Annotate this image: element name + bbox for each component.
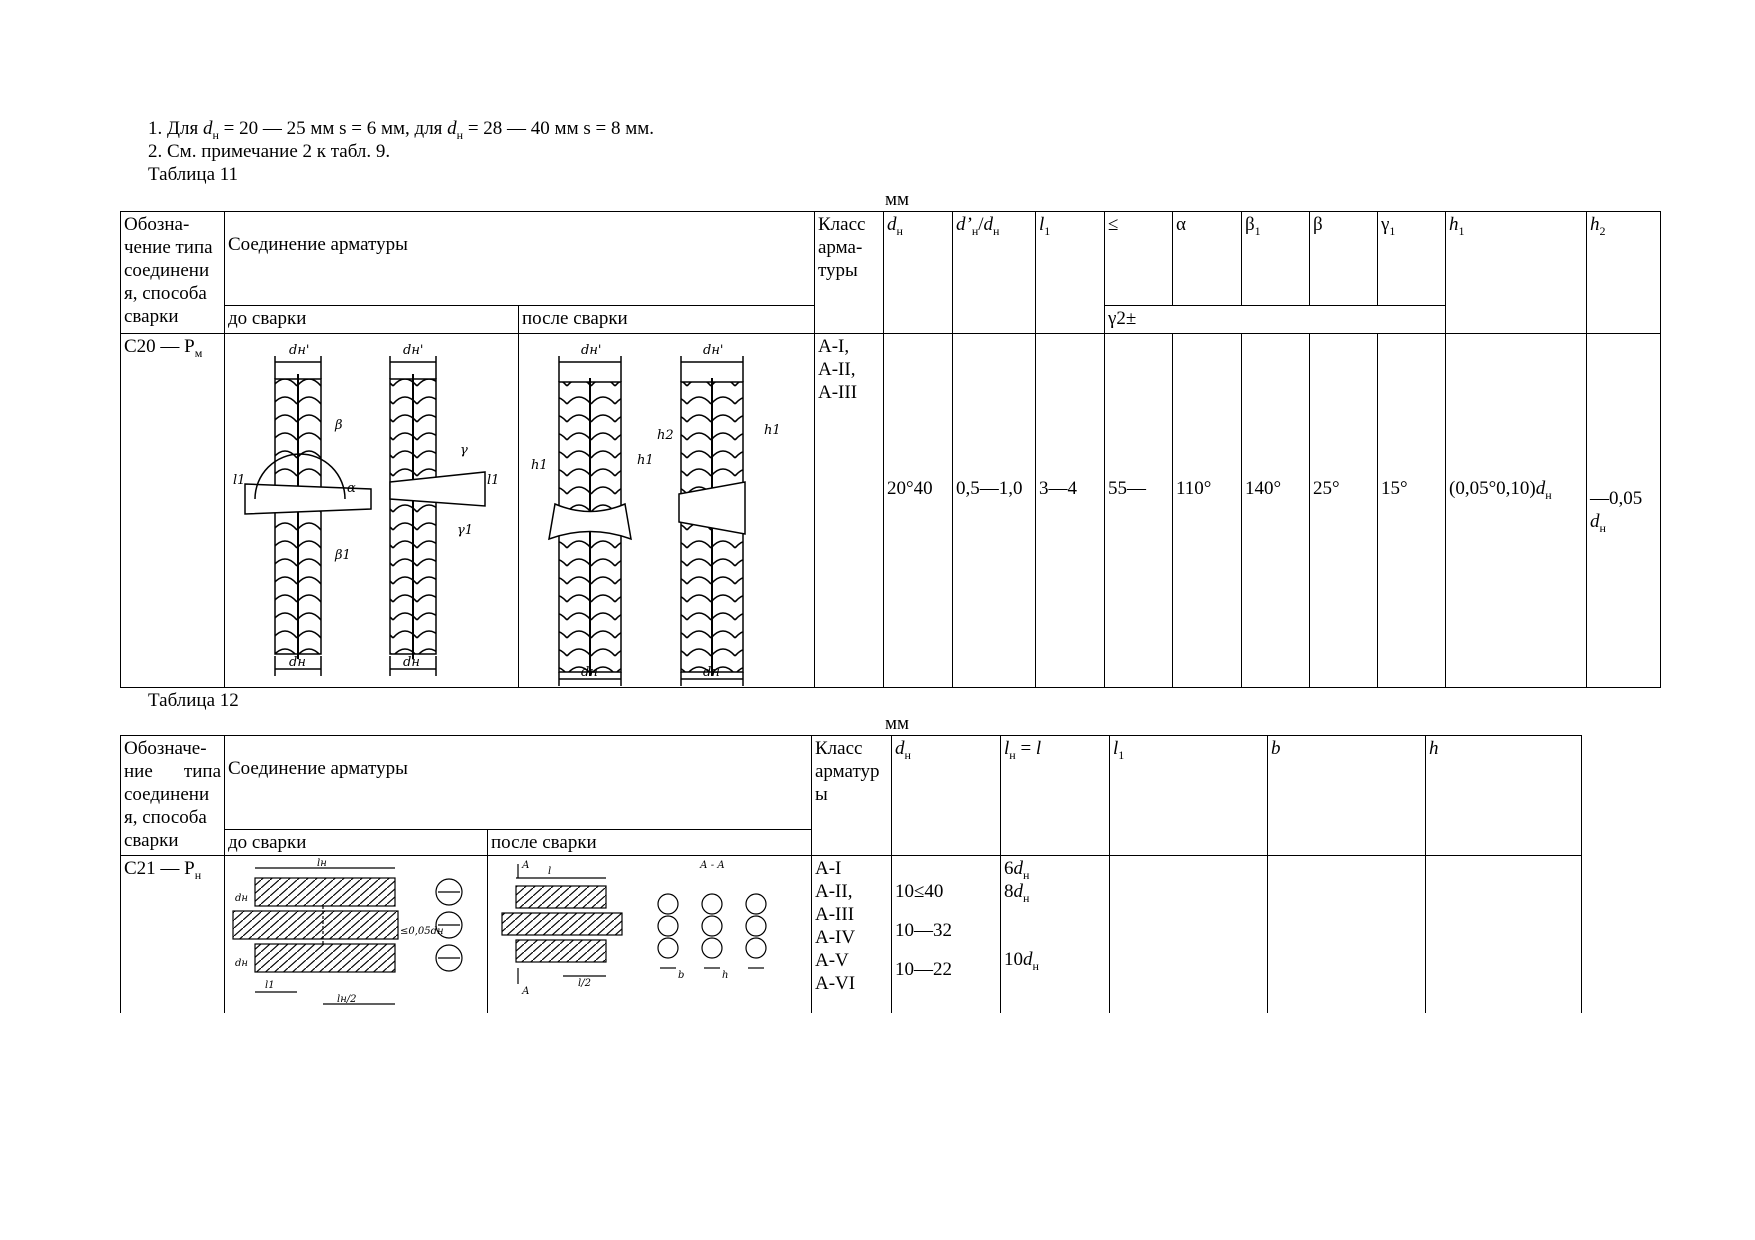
note-2: 2. См. примечание 2 к табл. 9. bbox=[148, 141, 391, 162]
row-type: С20 — $Р_м$ bbox=[121, 334, 225, 688]
row-h1: $(0,05^\circ 0,10)d_н$ bbox=[1446, 334, 1587, 688]
row-beta1: 140° bbox=[1242, 334, 1310, 688]
figure-after-welding-c21 bbox=[488, 856, 812, 1014]
header-h2: $h_2$ bbox=[1587, 212, 1661, 334]
t12-header-ln: $l_н = l$ bbox=[1001, 736, 1110, 856]
t12-label-l1: l1 bbox=[265, 980, 275, 991]
label-h1-mid: h1 bbox=[637, 453, 654, 468]
row-le: 55— bbox=[1105, 334, 1173, 688]
t12-header-connection: Соединение арматуры bbox=[225, 736, 812, 830]
t12-header-h: h bbox=[1426, 736, 1582, 856]
row-gamma1: 15° bbox=[1378, 334, 1446, 688]
header-le: ≤ bbox=[1105, 212, 1173, 306]
table-12-unit: мм bbox=[885, 713, 910, 734]
left-welded-rebar bbox=[549, 356, 631, 686]
header-before-welding: до сварки bbox=[225, 306, 519, 334]
figure-before-welding-c21 bbox=[225, 856, 488, 1014]
notes bbox=[148, 117, 654, 186]
t12-label-ln: lн bbox=[317, 858, 327, 869]
header-h1: $h_1$ bbox=[1446, 212, 1587, 334]
figure-after-welding-c20 bbox=[519, 334, 815, 688]
label-after-dn-left: dн bbox=[581, 665, 598, 680]
t12-label-l-top: l bbox=[548, 866, 552, 877]
label-beta1: β1 bbox=[335, 548, 351, 563]
lap-joint-before-drawing bbox=[225, 856, 488, 1013]
t12-row-b bbox=[1268, 856, 1426, 1014]
t12-label-a-top: А bbox=[522, 860, 530, 871]
row-ratio: 0,5—1,0 bbox=[953, 334, 1036, 688]
label-after-dn-prime-right: dн' bbox=[703, 343, 724, 358]
label-l1-left: l1 bbox=[233, 473, 246, 488]
t12-header-dn: $d_н$ bbox=[892, 736, 1001, 856]
rebar-before-drawing bbox=[225, 334, 519, 687]
table-11 bbox=[120, 211, 1661, 688]
label-dn-right: dн bbox=[403, 655, 420, 670]
t12-header-type: Обозначе- ние типа соединени я, способа сварки bbox=[121, 736, 225, 856]
header-alpha: α bbox=[1173, 212, 1242, 306]
label-h1-left: h1 bbox=[531, 458, 548, 473]
t12-header-class: Класс арматур ы bbox=[812, 736, 892, 856]
figure-before-welding-c20 bbox=[225, 334, 519, 688]
label-h1-right: h1 bbox=[764, 423, 781, 438]
label-dn-prime-right: dн' bbox=[403, 343, 424, 358]
t12-label-dn-b: dн bbox=[235, 958, 248, 969]
t12-row-l1 bbox=[1110, 856, 1268, 1014]
note-1: 1. Для $d_н = 20$ — 25 мм s = 6 мм, для $d_н = 28$ — 40 мм s = 8 мм. bbox=[148, 118, 655, 142]
right-rebar bbox=[390, 356, 485, 676]
header-beta: β bbox=[1310, 212, 1378, 306]
label-l1-right: l1 bbox=[487, 473, 500, 488]
row-class: А-I, А-II, А-III bbox=[815, 334, 884, 688]
rebar-after-drawing bbox=[519, 334, 815, 687]
table-11-caption: Таблица 11 bbox=[148, 164, 239, 185]
t12-row-type: С21 — $Р_н$ bbox=[121, 856, 225, 1014]
t12-label-ln-half: lн/2 bbox=[337, 994, 357, 1005]
header-dn: $d_н$ bbox=[884, 212, 953, 334]
t12-label-a-bottom: А bbox=[522, 986, 530, 997]
label-after-dn-right: dн bbox=[703, 665, 720, 680]
t12-row-dn: 10≤40 10—32 10—22 bbox=[892, 856, 1001, 1014]
t12-row-h bbox=[1426, 856, 1582, 1014]
label-gamma: γ bbox=[460, 443, 468, 458]
label-alpha: α bbox=[347, 481, 356, 496]
label-after-dn-prime-left: dн' bbox=[581, 343, 602, 358]
t12-header-after-welding: после сварки bbox=[488, 830, 812, 856]
t12-label-l-half: l/2 bbox=[578, 978, 591, 989]
header-gamma1: $\gamma_1$ bbox=[1378, 212, 1446, 306]
table-12 bbox=[120, 735, 1582, 1013]
label-dn-left: dн bbox=[289, 655, 306, 670]
left-rebar bbox=[245, 356, 371, 676]
label-h2: h2 bbox=[657, 428, 674, 443]
header-connection: Соединение арматуры bbox=[225, 212, 815, 306]
t12-header-before-welding: до сварки bbox=[225, 830, 488, 856]
right-welded-rebar bbox=[679, 356, 745, 686]
row-l1: 3—4 bbox=[1036, 334, 1105, 688]
header-type: Обозна- чение типа соединени я, способа сварки bbox=[121, 212, 225, 334]
t12-label-dim1: ≤0,05dн bbox=[400, 926, 444, 937]
t12-header-l1: $l_1$ bbox=[1110, 736, 1268, 856]
header-gamma2: γ2± bbox=[1105, 306, 1446, 334]
t12-row-class: А-I А-II, А-III А-IV А-V А-VI bbox=[812, 856, 892, 1014]
table-11-unit: мм bbox=[885, 189, 910, 210]
header-ratio: $d’_н/d_н$ bbox=[953, 212, 1036, 334]
t12-label-h: h bbox=[722, 970, 729, 981]
header-class: Класс арма- туры bbox=[815, 212, 884, 334]
label-gamma1: γ1 bbox=[457, 523, 474, 538]
header-l1: $l_1$ bbox=[1036, 212, 1105, 334]
header-after-welding: после сварки bbox=[519, 306, 815, 334]
row-alpha: 110° bbox=[1173, 334, 1242, 688]
t12-label-section: А - А bbox=[700, 860, 725, 871]
table-12-caption: Таблица 12 bbox=[148, 690, 239, 711]
row-h2: —0,05 $d_н$ bbox=[1587, 334, 1661, 688]
row-dn: 20°40 bbox=[884, 334, 953, 688]
t12-row-ln: $6d_н$ $8d_н$ $10d_н$ bbox=[1001, 856, 1110, 1014]
label-beta: β bbox=[335, 418, 343, 433]
label-dn-prime-left: dн' bbox=[289, 343, 310, 358]
t12-header-b: b bbox=[1268, 736, 1426, 856]
t12-label-dn-a: dн bbox=[235, 893, 248, 904]
row-beta: 25° bbox=[1310, 334, 1378, 688]
header-beta1: $\beta_1$ bbox=[1242, 212, 1310, 306]
t12-label-b: b bbox=[678, 970, 685, 981]
lap-joint-after-drawing bbox=[488, 856, 812, 1013]
